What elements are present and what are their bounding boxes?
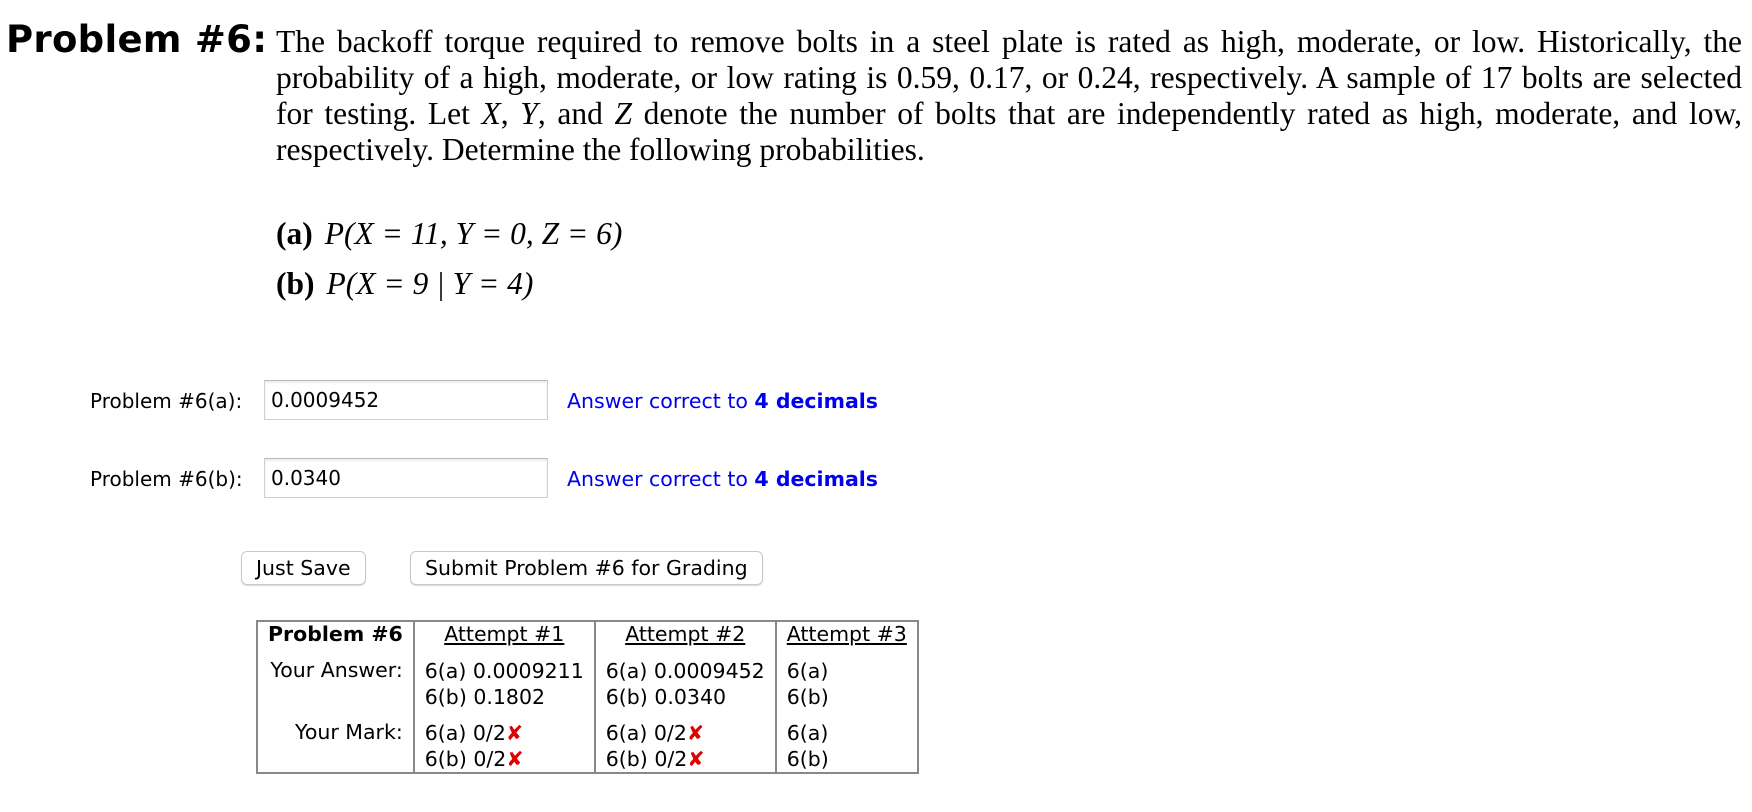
part-b-expression: P(X = 9 | Y = 4) [326, 266, 534, 301]
answer-b-label: Problem #6(b): [90, 467, 243, 491]
attempt-1-answer-a: 6(a) 0.0009211 [424, 659, 584, 683]
statement-text-2: denote the number of bolts that are independently rated as high, moderate, and low, respectively. Determine the following probabilities. [276, 96, 1743, 167]
attempt-1-mark-a-text: 6(a) 0/2 [424, 721, 506, 745]
attempt-3-answer-b: 6(b) [786, 685, 829, 709]
history-header-attempt-1[interactable]: Attempt #1 [414, 621, 595, 656]
attempt-2-mark-b [606, 746, 765, 772]
wrong-x-icon: ✘ [687, 747, 705, 771]
answer-a-input[interactable] [264, 380, 548, 420]
submit-for-grading-button[interactable]: Submit Problem #6 for Grading [410, 551, 763, 585]
attempt-2-mark-a-text: 6(a) 0/2 [605, 721, 687, 745]
problem-statement [276, 24, 1742, 168]
history-header-row [257, 621, 918, 656]
wrong-x-icon: ✘ [505, 721, 524, 745]
attempt-1-answer-b: 6(b) 0.1802 [424, 685, 546, 709]
answer-a-feedback-decimals: 4 decimals [754, 389, 879, 413]
answer-a-label: Problem #6(a): [90, 389, 243, 413]
part-a-expression: P(X = 11, Y = 0, Z = 6) [324, 216, 623, 251]
attempt-2-answers [595, 656, 776, 720]
attempt-3-answers [776, 656, 918, 720]
wrong-x-icon: ✘ [686, 721, 705, 745]
history-header-problem: Problem #6 [268, 622, 403, 646]
attempt-2-marks [595, 720, 776, 773]
attempt-2-answer-b: 6(b) 0.0340 [605, 685, 727, 709]
var-y: Y [520, 96, 538, 131]
your-mark-label: Your Mark: [295, 720, 403, 744]
attempt-1-marks [414, 720, 595, 773]
part-a-label: (a) [276, 216, 313, 251]
var-z: Z [614, 96, 633, 131]
problem-heading: Problem #6: [6, 18, 268, 61]
attempt-history-table [256, 620, 919, 774]
statement-sep-1: , [500, 96, 521, 131]
attempt-1-mark-b [425, 746, 584, 772]
part-b-label: (b) [276, 266, 315, 301]
answer-a-feedback [567, 389, 878, 413]
attempt-2-answer-a: 6(a) 0.0009452 [605, 659, 765, 683]
attempt-2-mark-a [606, 720, 765, 746]
just-save-button[interactable]: Just Save [241, 551, 366, 585]
answer-b-input[interactable] [264, 458, 548, 498]
part-b [276, 266, 533, 302]
history-header-attempt-3[interactable]: Attempt #3 [776, 621, 918, 656]
attempt-1-answers [414, 656, 595, 720]
attempt-3-marks [776, 720, 918, 773]
answer-b-feedback [567, 467, 878, 491]
attempt-1-mark-b-text: 6(b) 0/2 [424, 747, 507, 771]
answer-b-feedback-text: Answer correct to [567, 467, 755, 491]
statement-sep-2: , and [537, 96, 615, 131]
attempt-1-mark-a [425, 720, 584, 746]
statement-text-1: The backoff torque required to remove bolts in a steel plate is rated as high, moderate, or low. Historically, the probability of a high, moderate, or low rating is 0.59, 0.17, or 0.24, respectively. A sample of 17 bolts are selected for testing. Let [276, 24, 1742, 131]
history-answer-row [257, 656, 918, 720]
history-mark-row [257, 720, 918, 773]
wrong-x-icon: ✘ [506, 747, 524, 771]
history-header-attempt-2[interactable]: Attempt #2 [595, 621, 776, 656]
attempt-3-mark-a: 6(a) [786, 721, 829, 745]
var-x: X [481, 96, 501, 131]
answer-a-feedback-text: Answer correct to [567, 389, 755, 413]
your-answer-label: Your Answer: [270, 658, 403, 682]
attempt-2-mark-b-text: 6(b) 0/2 [605, 747, 688, 771]
answer-b-feedback-decimals: 4 decimals [754, 467, 879, 491]
attempt-3-mark-b: 6(b) [786, 747, 829, 771]
part-a [276, 216, 622, 252]
attempt-3-answer-a: 6(a) [786, 659, 829, 683]
